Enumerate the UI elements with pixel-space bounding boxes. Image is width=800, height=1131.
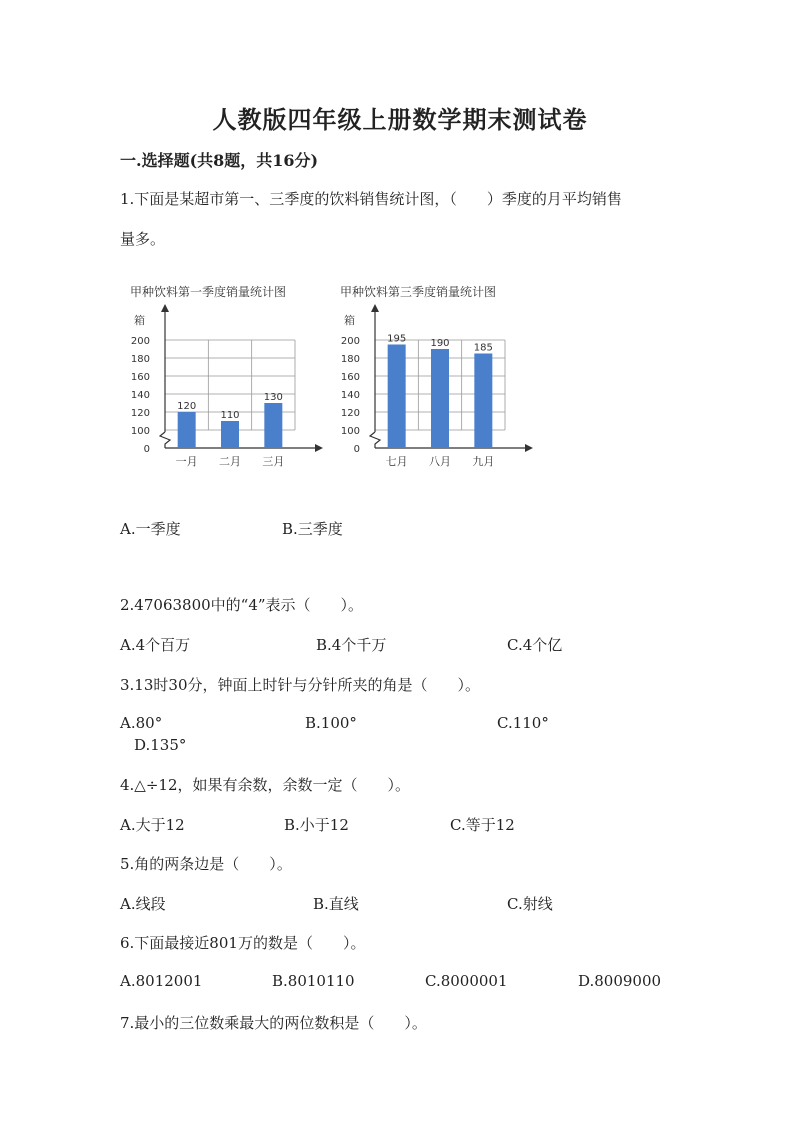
y-tick-label: 140 [130,390,150,401]
q6-option-c[interactable]: C.8000001 [425,972,508,990]
bar-value-label: 190 [430,338,450,349]
x-category-label: 一月 [175,455,198,468]
page-title: 人教版四年级上册数学期末测试卷 [212,105,588,134]
y-tick-label: 160 [130,372,150,383]
q6-option-d[interactable]: D.8009000 [578,972,662,990]
y-tick-label: 120 [130,408,150,419]
q6-option-b[interactable]: B.8010110 [272,972,355,990]
y-tick-label: 180 [340,354,360,365]
y-axis-arrow [161,304,169,312]
q5-option-a[interactable]: A.线段 [120,895,166,913]
bar-value-label: 110 [220,410,240,421]
bar [388,345,406,449]
sales-charts [120,278,540,478]
y-tick-label: 180 [130,354,150,365]
question-2-text: 2.47063800中的“4”表示（ ）。 [120,596,364,614]
y-tick-label: 120 [340,408,360,419]
question-7-text: 7.最小的三位数乘最大的两位数积是（ ）。 [120,1014,427,1032]
bar-value-label: 185 [473,342,493,354]
y-tick-label: 200 [130,336,150,347]
q3-option-a[interactable]: A.80° [120,714,163,732]
y-axis-unit: 箱 [344,314,355,327]
q5-option-c[interactable]: C.射线 [507,895,553,913]
y-tick-label: 0 [353,444,360,455]
x-category-label: 七月 [385,455,408,468]
chart-title: 甲种饮料第三季度销量统计图 [340,285,497,299]
y-tick-label: 100 [340,426,360,437]
q5-option-b[interactable]: B.直线 [313,895,359,913]
question-1-text: 1.下面是某超市第一、三季度的饮料销售统计图，（ ）季度的月平均销售 [120,190,622,208]
section-heading: 一.选择题(共8题，共16分) [120,151,319,170]
bar-value-label: 120 [177,401,197,412]
chart-title: 甲种饮料第一季度销量统计图 [130,285,287,299]
q2-option-a[interactable]: A.4个百万 [120,636,191,654]
bar [474,354,492,449]
q3-option-d[interactable]: D.135° [134,736,187,754]
q6-option-a[interactable]: A.8012001 [120,972,203,990]
y-axis-unit: 箱 [134,314,145,327]
y-tick-label: 140 [340,390,360,401]
q1-option-b[interactable]: B.三季度 [282,520,343,538]
y-tick-label: 160 [340,372,360,383]
bar [431,349,449,448]
chart-q1-quarter3 [340,284,533,468]
bar-value-label: 195 [387,333,407,345]
x-category-label: 二月 [219,455,241,468]
q2-option-b[interactable]: B.4个千万 [316,636,387,654]
question-5-text: 5.角的两条边是（ ）。 [120,855,292,873]
q4-option-a[interactable]: A.大于12 [120,816,185,834]
y-tick-label: 100 [130,426,150,437]
x-axis-arrow [525,444,533,452]
bar [264,403,282,448]
q3-option-b[interactable]: B.100° [305,714,357,732]
x-category-label: 九月 [472,455,495,468]
q2-option-c[interactable]: C.4个亿 [507,636,563,654]
question-3-text: 3.13时30分，钟面上时针与分针所夹的角是（ ）。 [120,676,480,694]
q3-option-c[interactable]: C.110° [497,714,549,732]
y-tick-label: 200 [340,336,360,347]
question-1-text-cont: 量多。 [120,230,166,248]
x-axis-arrow [315,444,323,452]
axis-break [370,432,380,448]
bar-value-label: 130 [263,392,283,403]
bar [178,412,196,448]
q4-option-c[interactable]: C.等于12 [450,816,515,834]
x-category-label: 三月 [262,455,285,468]
x-category-label: 八月 [429,455,451,468]
question-6-text: 6.下面最接近801万的数是（ ）。 [120,934,366,952]
q1-option-a[interactable]: A.一季度 [120,520,181,538]
y-axis-arrow [371,304,379,312]
axis-break [160,432,170,448]
chart-q1-quarter1 [130,284,323,468]
y-tick-label: 0 [143,444,150,455]
question-4-text: 4.△÷12，如果有余数，余数一定（ ）。 [120,776,411,794]
bar [221,421,239,448]
q4-option-b[interactable]: B.小于12 [284,816,349,834]
